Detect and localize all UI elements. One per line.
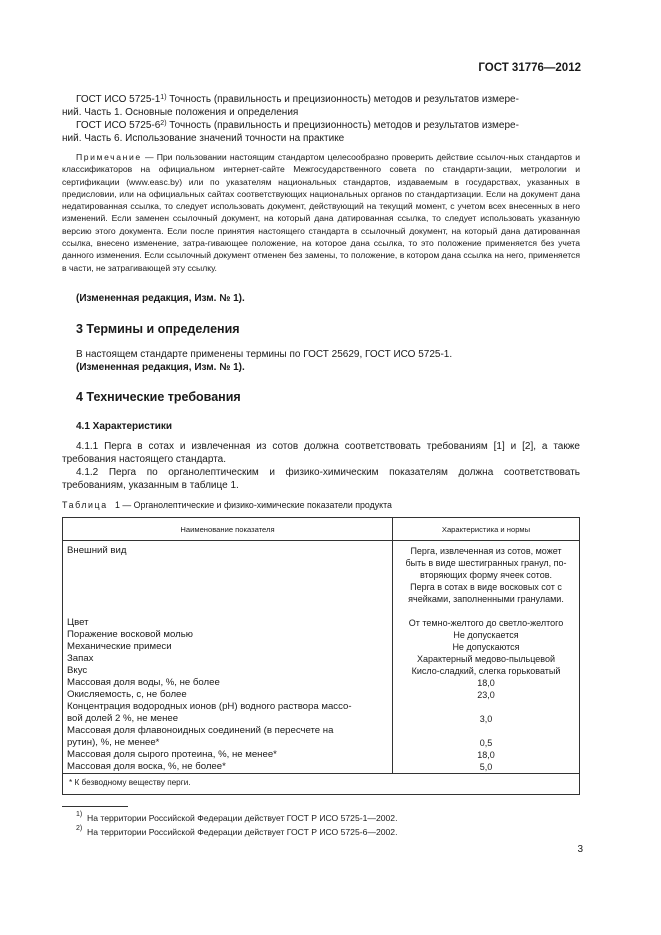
- indicator-value-line: быть в виде шестигранных гранул, по-: [405, 558, 567, 568]
- reference-code: ГОСТ ИСО 5725-6: [76, 120, 161, 131]
- footnote-text: На территории Российской Федерации действует ГОСТ Р ИСО 5725-1—2002.: [87, 813, 398, 823]
- reference-title: Точность (правильность и прецизионность) методов и результатов измере-: [166, 120, 519, 131]
- indicator-value-line: [396, 725, 576, 737]
- note-block: [62, 151, 580, 274]
- page-footnote-2: [76, 827, 397, 837]
- reference-gost-iso-5725-6: [62, 119, 580, 145]
- section-4-1-title: 4.1 Характеристики: [76, 421, 173, 432]
- section-4-title: 4 Технические требования: [76, 390, 241, 404]
- footnote-text: На территории Российской Федерации действует ГОСТ Р ИСО 5725-6—2002.: [87, 827, 398, 837]
- indicator-value-line: [396, 605, 576, 617]
- section-3-amendment: (Измененная редакция, Изм. № 1).: [76, 362, 245, 373]
- indicator-value-line: Не допускается: [453, 630, 519, 640]
- indicator-name-line: рутин), %, не менее*: [67, 737, 160, 748]
- table-caption-label: Таблица: [62, 500, 108, 510]
- indicator-name-line: Массовая доля сырого протеина, %, не менее*: [67, 749, 277, 760]
- footnote-mark: 1): [76, 811, 83, 818]
- indicator-value-line: Перга, извлеченная из сотов, может: [410, 546, 562, 556]
- page-number: 3: [577, 844, 583, 855]
- indicator-name-line: [67, 569, 392, 581]
- clause-4-1-2: 4.1.2 Перга по органолептическим и физико-химическим показателям должна соответствовать требованиям, указанным в таблице 1.: [62, 467, 580, 491]
- indicator-name-line: Механические примеси: [67, 641, 172, 652]
- footnote-divider: [62, 806, 128, 807]
- indicator-value-line: Характерный медово-пыльцевой: [416, 654, 556, 664]
- reference-title: Точность (правильность и прецизионность) методов и результатов измере-: [166, 94, 519, 105]
- indicator-value-line: Перга в сотах в виде восковых сот с: [410, 582, 562, 592]
- column-header-indicator: Наименование показателя: [63, 518, 393, 541]
- indicator-value-line: От темно-желтого до светло-желтого: [408, 618, 564, 628]
- document-id-header: ГОСТ 31776—2012: [478, 62, 581, 74]
- indicator-name-line: Цвет: [67, 617, 89, 628]
- section-3-body: [62, 348, 580, 374]
- indicator-name-line: Концентрация водородных ионов (pH) водного раствора массо-: [67, 701, 352, 712]
- reference-code: ГОСТ ИСО 5725-1: [76, 94, 161, 105]
- indicator-value-line: 0,5: [479, 738, 493, 748]
- indicator-value-line: 5,0: [479, 762, 493, 772]
- indicator-name-line: Поражение восковой молью: [67, 629, 193, 640]
- table-caption: [62, 500, 580, 510]
- indicator-name-line: Массовая доля воды, %, не более: [67, 677, 220, 688]
- indicator-value-line: ячейками, заполненными гранулами.: [408, 594, 564, 604]
- footnote-mark: 1): [160, 94, 167, 101]
- section-3-text: В настоящем стандарте применены термины по ГОСТ 25629, ГОСТ ИСО 5725-1.: [76, 349, 453, 360]
- indicator-name-line: Массовая доля флавоноидных соединений (в пересчете на: [67, 725, 334, 736]
- indicator-name-line: [67, 557, 392, 569]
- reference-gost-iso-5725-1: [62, 93, 580, 119]
- table-footnote: * К безводному веществу перги.: [63, 774, 580, 795]
- indicator-value-line: Кисло-сладкий, слегка горьковатый: [411, 666, 561, 676]
- note-text: — При пользовании настоящим стандартом целесообразно проверить действие ссылоч-ных стандартов и классификаторов на официальном интернет-сайте Межгосударственного совета по стандарти-зации, метрологии и сертификации (www.easc.by) или по указателям национальных стандартов, издаваемым в государствах, указанных в предисловии, или на официальных сайтах соответствующих национальных органов по стандартизации. Если на документ дана недатированная ссылка, то следует использовать документ, действующий на текущий момент, с учетом всех внесенных в него изменений. Если заменен ссылочный документ, на который дана датированная ссылка, то следует использовать указанную версию этого документа. Если после принятия настоящего стандарта в ссылочный документ, на который дана датированная ссылка, внесено изменение, затра-гивающее положение, на которое дана ссылка, то это положение применяется без учета данного изменения. Если ссылочный документ отменен без замены, то положение, в котором дана ссылка на него, применяется в части, не затрагивающей эту ссылку.: [62, 152, 580, 273]
- indicator-name-line: [67, 605, 392, 617]
- indicator-name-line: Вкус: [67, 665, 88, 676]
- indicators-table: [62, 517, 580, 795]
- indicator-value-line: Не допускаются: [452, 642, 520, 652]
- indicator-name-line: вой долей 2 %, не менее: [67, 713, 179, 724]
- clause-4-1-1: 4.1.1 Перга в сотах и извлеченная из сотов должна соответствовать требованиям [1] и [2], а также требования настоящего стандарта.: [62, 441, 580, 465]
- section-3-title: 3 Термины и определения: [76, 322, 240, 336]
- indicator-name-line: Запах: [67, 653, 94, 664]
- indicator-value-line: вторяющих форму ячеек сотов.: [419, 570, 552, 580]
- section-4-body: [62, 440, 580, 492]
- reference-title-cont: ний. Часть 1. Основные положения и определения: [62, 107, 299, 118]
- indicator-names-cell: [63, 541, 393, 774]
- table-body-row: [63, 541, 580, 774]
- indicator-name-line: Массовая доля воска, %, не более*: [67, 761, 226, 772]
- reference-title-cont: ний. Часть 6. Использование значений точности на практике: [62, 133, 345, 144]
- table-caption-text: 1 — Органолептические и физико-химические показатели продукта: [115, 500, 392, 510]
- table-header-row: [63, 518, 580, 541]
- note-label: Примечание: [76, 152, 142, 162]
- indicator-values-cell: [393, 541, 580, 774]
- indicator-value-line: 18,0: [477, 678, 495, 688]
- page-footnote-1: [76, 813, 397, 823]
- table-footnote-row: [63, 774, 580, 795]
- footnote-mark: 2): [160, 120, 167, 127]
- indicator-name-line: Окисляемость, с, не более: [67, 689, 187, 700]
- column-header-norms: Характеристика и нормы: [393, 518, 580, 541]
- indicator-value-line: [396, 701, 576, 713]
- indicator-name-line: [67, 593, 392, 605]
- indicator-value-line: 23,0: [477, 690, 495, 700]
- amendment-note: (Измененная редакция, Изм. № 1).: [76, 293, 245, 304]
- footnote-mark: 2): [76, 825, 83, 832]
- indicator-name-line: Внешний вид: [67, 545, 127, 556]
- indicator-name-line: [67, 581, 392, 593]
- indicator-value-line: 3,0: [479, 714, 493, 724]
- indicator-value-line: 18,0: [477, 750, 495, 760]
